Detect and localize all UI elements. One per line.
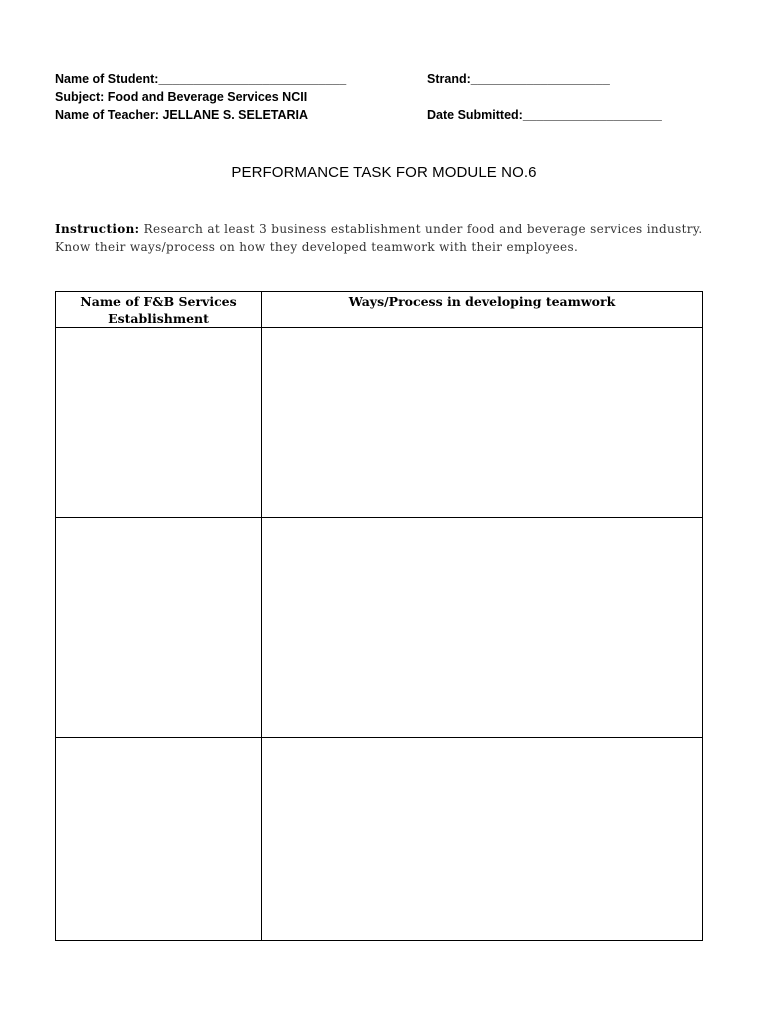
column-header-line: Ways/Process in developing teamwork: [348, 294, 616, 309]
student-name-field[interactable]: Name of Student:___________________________: [55, 72, 347, 86]
establishment-table: [55, 291, 703, 941]
table-cell-establishment[interactable]: [56, 328, 261, 517]
table-cell-establishment[interactable]: [56, 518, 261, 737]
table-cell-establishment[interactable]: [56, 738, 261, 940]
subject-label: Subject: Food and Beverage Services NCII: [55, 90, 308, 104]
instruction-paragraph: [55, 220, 705, 256]
column-header-line: Name of F&B Services: [80, 294, 237, 309]
instruction-text: Research at least 3 business establishment under food and beverage services industry. Know their ways/process on how they developed teamwork with their employees.: [55, 222, 703, 254]
date-submitted-field[interactable]: Date Submitted:____________________: [427, 108, 662, 122]
page-title: PERFORMANCE TASK FOR MODULE NO.6: [231, 164, 537, 181]
table-cell-ways[interactable]: [262, 328, 702, 517]
teacher-label: Name of Teacher: JELLANE S. SELETARIA: [55, 108, 309, 122]
table-cell-ways[interactable]: [262, 738, 702, 940]
strand-field[interactable]: Strand:____________________: [427, 72, 610, 86]
instruction-label: Instruction:: [55, 222, 140, 236]
table-cell-ways[interactable]: [262, 518, 702, 737]
column-header-establishment: [56, 293, 261, 327]
column-header-line: Establishment: [108, 311, 209, 326]
column-header-ways: [262, 293, 702, 310]
